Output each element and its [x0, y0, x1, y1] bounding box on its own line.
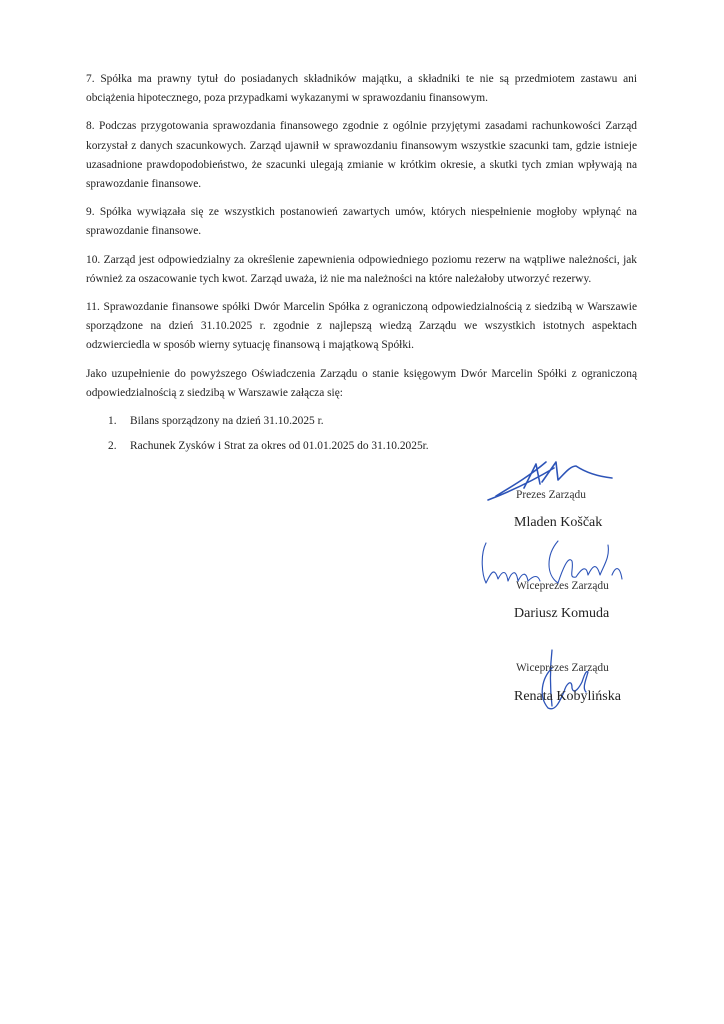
- attachment-number: 1.: [108, 415, 117, 428]
- signatory-1-name-block: [514, 515, 602, 531]
- signatory-2-name-block: [514, 606, 609, 622]
- paragraph-7: 7. Spółka ma prawny tytuł do posiadanych składników majątku, a składniki te nie są przedmiotem zastawu ani obciążenia hipotecznego, poza przypadkami wykazanymi w sprawozdaniu finansowym.: [86, 73, 637, 105]
- paragraph-9: 9. Spółka wywiązała się ze wszystkich postanowień zawartych umów, których niespełnienie mogłoby wpłynąć na sprawozdanie finansowe.: [86, 206, 637, 238]
- signatory-2: [516, 580, 609, 592]
- signatory-1: [516, 489, 586, 501]
- attachment-item: [86, 437, 637, 456]
- paragraph-11: 11. Sprawozdanie finansowe spółki Dwór Marcelin Spółka z ograniczoną odpowiedzialnością z siedzibą w Warszawie sporządzone na dzień 31.10.2025 r. zgodnie z najlepszą wiedzą Zarządu we wszystkich istotnych aspektach odzwierciedla w sposób wierny sytuację finansową i majątkową Spółki.: [86, 301, 637, 352]
- signatory-name: Dariusz Komuda: [514, 606, 610, 621]
- signatory-3: [516, 662, 609, 674]
- document-body: [86, 70, 637, 462]
- signatory-3-name-block: [514, 689, 621, 705]
- attachment-text: Bilans sporządzony na dzień 31.10.2025 r.: [130, 415, 324, 428]
- signature-wiceprezes-2: [530, 648, 600, 718]
- signatory-role: Wiceprezes Zarządu: [516, 580, 609, 592]
- paragraph-8: 8. Podczas przygotowania sprawozdania finansowego zgodnie z ogólnie przyjętymi zasadami rachunkowości Zarząd korzystał z danych szacunkowych. Zarząd ujawnił w sprawozdaniu finansowym wszystkie szacunki tam, gdzie istnieje uzasadnione prawdopodobieństwo, że szacunki ulegają zmianie w krótkim okresie, a skutki tych zmian wpływają na sprawozdanie finansowe.: [86, 120, 637, 191]
- signatory-name: Mladen Koščak: [514, 515, 603, 530]
- attachment-number: 2.: [108, 440, 117, 453]
- attachments-intro: Jako uzupełnienie do powyższego Oświadczenia Zarządu o stanie księgowym Dwór Marcelin Spółki z ograniczoną odpowiedzialnością z siedzibą w Warszawie załącza się:: [86, 367, 637, 399]
- signatory-name: Renata Kobylińska: [514, 689, 621, 704]
- signatory-role: Wiceprezes Zarządu: [516, 662, 609, 674]
- paragraph-10: 10. Zarząd jest odpowiedzialny za określenie zapewnienia odpowiedniego poziomu rezerw na wątpliwe należności, jak również za oszacowanie tych kwot. Zarząd uważa, iż nie ma należności na które należałoby utworzyć rezerwy.: [86, 253, 637, 285]
- attachments-list: [86, 412, 637, 456]
- signatory-role: Prezes Zarządu: [516, 489, 586, 501]
- attachment-item: [86, 412, 637, 431]
- attachment-text: Rachunek Zysków i Strat za okres od 01.01.2025 do 31.10.2025r.: [130, 440, 429, 453]
